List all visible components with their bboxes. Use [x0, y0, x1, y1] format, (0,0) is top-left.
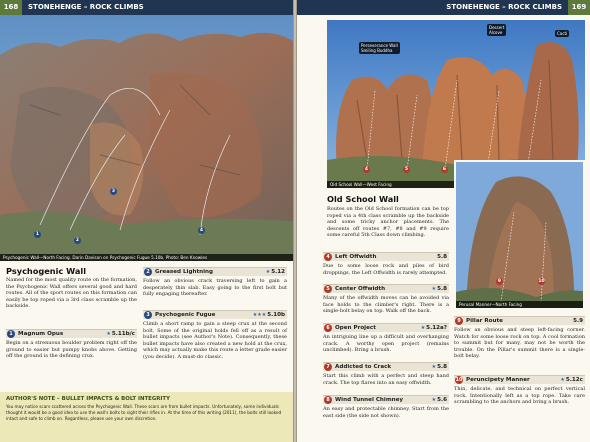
- route-description-3: Climb a short ramp to gain a steep crux at the second bolt. Some of the original holds fell off as a result of bullet impacts (see Author's Note). Consequently, these bullet impacts have also created a new hold at the crux, which may actually make this route a letter grade easier (you decide). A must-do classic.: [143, 321, 287, 360]
- route-grade: 5.10b: [267, 312, 285, 318]
- route-grade: 5.8: [437, 254, 447, 260]
- authors-note-box: [0, 392, 293, 442]
- section-title: Old School Wall: [327, 194, 399, 204]
- route-grade-wrap: [421, 324, 447, 333]
- route-name: Left Offwidth: [335, 254, 377, 260]
- route-grade-wrap: [432, 363, 447, 372]
- route-grade: 5.12: [271, 269, 285, 275]
- route-header-4: [323, 252, 449, 261]
- route-number: 6: [324, 324, 332, 332]
- photo-caption: Old School Wall—West Facing: [327, 181, 585, 188]
- route-description-7: Start this climb with a perfect and steep hand crack. The top flares into an easy offwidth.: [323, 373, 449, 386]
- route-description-1: Begin on a strenuous boulder problem right off the ground to easier but pumpy knobs above. Getting off the ground is the defining crux.: [6, 340, 137, 360]
- page-number: 169: [568, 0, 590, 15]
- star-rating: ★★★: [252, 312, 267, 318]
- route-description-8: An easy and protectable chimney. Start from the east side (the side not shown).: [323, 406, 449, 419]
- route-name: Wind Tunnel Chimney: [335, 397, 404, 403]
- route-grade-wrap: [253, 311, 285, 320]
- route-grade-wrap: [432, 285, 447, 294]
- route-number: 1: [7, 330, 15, 338]
- rock-face-illustration: [0, 15, 293, 261]
- route-header-1: [6, 329, 137, 338]
- route-description-9: Follow an obvious and steep left-facing corner. Watch for some loose rock on top. A cool formation to summit but for many, may not be worth the trouble. On the Pillar's summit there is a single-bolt belay.: [454, 327, 585, 360]
- route-number: 5: [324, 285, 332, 293]
- route-name: Greased Lightning: [155, 269, 214, 275]
- route-grade: 5.6: [437, 397, 447, 403]
- route-grade-wrap: [560, 376, 583, 385]
- route-pin-6: 6: [442, 167, 447, 172]
- page-number: 168: [0, 0, 22, 15]
- pillar-illustration: [456, 162, 585, 310]
- route-pin-1: 1: [35, 232, 40, 237]
- formation-tag-3: Cacti: [557, 31, 568, 36]
- route-grade: 5.12a?: [426, 325, 447, 331]
- formation-tag-2: Dessert Alcove: [489, 25, 505, 35]
- star-rating: ★: [265, 269, 271, 275]
- route-grade-wrap: [436, 253, 447, 262]
- route-number: 2: [144, 268, 152, 276]
- route-header-9: [454, 316, 585, 325]
- route-name: Psychogenic Fugue: [155, 312, 216, 318]
- route-header-2: [143, 267, 287, 276]
- route-pin-9: 9: [497, 279, 502, 284]
- route-grade: 5.9: [573, 318, 583, 324]
- section-intro: Named for the most quality route on the formation, the Psychogenic Wall offers several good and hard routes. All of the sport routes on this formation can easily be top roped via a 3rd class scramble up the backside.: [6, 277, 137, 310]
- note-body: You may notice scars scattered across the Psychogenic Wall. These scars are from bullet impacts. Unfortunately, some individuals thought it would be a good idea to use the wall's bolts to sight their rifles in. At the time of this writing (2011), the bolts still looked intact and safe to climb on. Regardless, please use your own discretion.: [6, 404, 282, 421]
- pillar-photo: [454, 160, 585, 310]
- route-number: 9: [455, 317, 463, 325]
- star-rating: ★: [560, 377, 565, 383]
- route-grade: 5.8: [437, 364, 447, 370]
- right-header: [297, 0, 590, 15]
- route-grade-wrap: [106, 330, 135, 339]
- star-rating: ★: [431, 286, 437, 292]
- route-name: Addicted to Crack: [335, 364, 392, 370]
- header-title: STONEHENGE – ROCK CLIMBS: [28, 3, 144, 11]
- route-name: Magnum Opus: [18, 331, 64, 337]
- route-name: Open Project: [335, 325, 376, 331]
- route-grade-wrap: [432, 396, 447, 405]
- star-rating: ★: [431, 397, 437, 403]
- route-header-3: [143, 310, 287, 319]
- route-pin-2: 2: [75, 238, 80, 243]
- route-pin-5: 5: [404, 167, 409, 172]
- route-description-4: Due to some loose rock and piles of bird droppings, the Left Offwidth is rarely attempted.: [323, 263, 449, 276]
- route-pin-3: 3: [111, 189, 116, 194]
- route-number: 3: [144, 311, 152, 319]
- route-pin-4: 4: [364, 167, 369, 172]
- note-title: AUTHOR'S NOTE – BULLET IMPACTS & BOLT INTEGRITY: [6, 396, 171, 402]
- route-description-5: Many of the offwidth moves can be avoided via face holds to the climber's right. There is a single-bolt belay on top. Walk off the back.: [323, 295, 449, 315]
- route-description-6: An intriguing line up a difficult and overhanging crack. A worthy open project (remains unclimbed). Bring a brush.: [323, 334, 449, 354]
- route-name: Center Offwidth: [335, 286, 386, 292]
- section-intro: Routes on the Old School formation can be top roped via a 4th class scramble up the backside and some tricky anchor placements. The descents off routes #7, #8 and #9 require some careful 5th Class down climbing.: [327, 206, 449, 239]
- route-pin-10: 10: [538, 279, 545, 284]
- route-grade-wrap: [572, 317, 583, 326]
- route-number: 8: [324, 396, 332, 404]
- section-title: Psychogenic Wall: [6, 266, 87, 276]
- route-header-8: [323, 395, 449, 404]
- route-number: 10: [455, 377, 463, 383]
- route-header-6: [323, 323, 449, 332]
- route-header-7: [323, 362, 449, 371]
- route-pin-4: 4: [199, 228, 204, 233]
- route-name: Pillar Route: [466, 318, 503, 324]
- psychogenic-wall-photo: [0, 15, 293, 261]
- route-grade: 5.8: [437, 286, 447, 292]
- header-title: STONEHENGE – ROCK CLIMBS: [446, 3, 562, 11]
- left-header: [0, 0, 293, 15]
- route-description-2: Follow an obvious crack traversing left to gain a desperately thin slab. Easy going to the first bolt but fully engaging thereafter.: [143, 278, 287, 298]
- photo-caption: Psychogenic Wall—North Facing. Darin Davison on Psychogenic Fugue 5.10b. Photo: Ben Knowles: [0, 254, 293, 261]
- route-header-5: [323, 284, 449, 293]
- star-rating: ★: [106, 331, 111, 337]
- route-number: 4: [324, 253, 332, 261]
- route-header-10: [454, 375, 585, 384]
- route-grade-wrap: [266, 268, 285, 277]
- route-grade: 5.12c: [565, 377, 583, 383]
- left-page: [0, 0, 293, 442]
- route-description-10: Thin, delicate, and technical on perfect vertical rock. Intentionally left as a top rope. Take care scrambling to the anchors and bring a brush.: [454, 386, 585, 406]
- photo-caption: Perusal Manner—North Facing: [456, 301, 583, 308]
- formation-tag-1: Perseverance Wall Smiling Buddha: [361, 43, 398, 53]
- right-page: [297, 0, 590, 442]
- route-number: 7: [324, 363, 332, 371]
- route-name: Peruncipety Manner: [466, 377, 530, 383]
- star-rating: ★: [420, 325, 426, 331]
- star-rating: ★: [431, 364, 437, 370]
- route-grade: 5.11b/c: [111, 331, 135, 337]
